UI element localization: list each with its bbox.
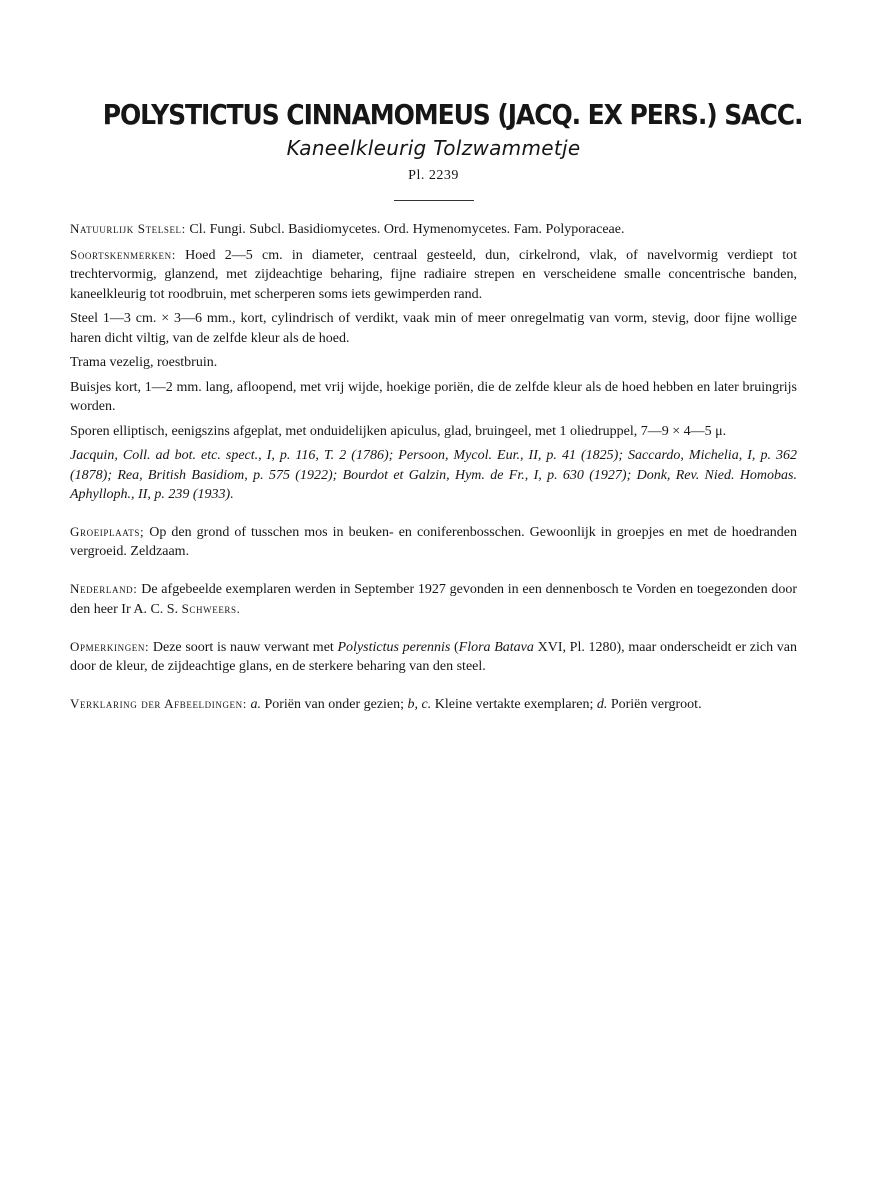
literature-paragraph: Jacquin, Coll. ad bot. etc. spect., I, p. 116, T. 2 (1786); Persoon, Mycol. Eur., II, p. 41 (1825); Saccardo, Michelia, I, p. 362 (1878); Rea, British Basidiom, p. 575 (1922); Bourdot et Galzin, Hym. de Fr., I, p. 630 (1927); Donk, Rev. Nied. Homobas. Aphylloph., II, p. 239 (1933).	[70, 448, 797, 502]
dutch-name: Kaneelkleurig Tolzwammetje	[286, 136, 581, 160]
legend-key-d: d.	[596, 696, 608, 712]
plate-number: Pl. 2239	[408, 168, 459, 183]
figure-legend-paragraph	[70, 694, 797, 715]
netherlands-text: De afgebeelde exemplaren werden in September 1927 gevonden in een dennenbosch te Vorden en toegezonden door den heer Ir A. C. S.	[70, 581, 797, 617]
legend-key-bc: b, c.	[407, 696, 432, 712]
habitat-text: Op den grond of tusschen mos in beuken- en coniferenbosschen. Gewoonlijk in groepjes en met de hoedranden vergroeid. Zeldzaam.	[70, 524, 798, 559]
legend-text-a: Poriën van onder gezien;	[264, 696, 405, 712]
remarks-paragraph	[70, 637, 797, 677]
legend-text-bc: Kleine vertakte exemplaren;	[434, 696, 594, 712]
characteristics-text: Hoed 2—5 cm. in diameter, centraal gesteeld, dun, cirkelrond, vlak, of navelvormig verdiept tot trechtervormig, glanzend, met zijdeachtige beharing, fijne radiaire strepen en verscheidene smalle concentrische banden, kaneelkleurig tot roodbruin, met scherperen soms iets gewimperden rand.	[70, 247, 797, 302]
remarks-label: Opmerkingen:	[70, 638, 150, 654]
characteristics-label: Soortskenmerken:	[70, 246, 176, 262]
habitat-label: Groeiplaats;	[70, 523, 145, 539]
description-body	[70, 219, 797, 714]
remarks-paren: (	[454, 639, 459, 655]
remarks-text-a: Deze soort is nauw verwant met	[152, 639, 334, 655]
flora-reference: Flora Batava	[458, 639, 534, 655]
stem-paragraph: Steel 1—3 cm. × 3—6 mm., kort, cylindrisch of verdikt, vaak min of meer onregelmatig van vorm, stevig, door fijne wollige haren dicht viltig, van de zelfde kleur als de hoed.	[70, 311, 797, 346]
related-species: Polystictus perennis	[337, 639, 451, 655]
trama-paragraph: Trama vezelig, roestbruin.	[70, 355, 218, 370]
tubes-paragraph: Buisjes kort, 1—2 mm. lang, afloopend, met vrij wijde, hoekige poriën, die de zelfde kleur als de hoed hebben en later bruingrijs worden.	[70, 379, 797, 414]
characteristics-paragraph	[70, 245, 797, 305]
legend-text-d: Poriën vergroot.	[610, 696, 702, 712]
habitat-paragraph	[70, 522, 797, 562]
text-block	[70, 96, 803, 714]
figure-legend-label: Verklaring der Afbeeldingen:	[70, 695, 247, 711]
natural-system-text: Cl. Fungi. Subcl. Basidiomycetes. Ord. Hymenomycetes. Fam. Polyporaceae.	[189, 222, 625, 237]
divider-rule	[394, 200, 474, 201]
legend-key-a: a.	[250, 696, 261, 712]
netherlands-label: Nederland:	[70, 580, 138, 596]
remarks-text-c: XVI, Pl. 1280), maar onderscheidt er zich van door de kleur, de zijdeachtige glans, en de sterkere beharing van den steel.	[70, 639, 798, 674]
netherlands-paragraph	[70, 579, 797, 620]
collector-name: Schweers.	[181, 601, 241, 616]
species-title: POLYSTICTUS CINNAMOMEUS (JACQ. EX PERS.) SACC.	[102, 99, 803, 131]
spores-paragraph: Sporen elliptisch, eenigszins afgeplat, met onduidelijken apiculus, glad, bruingeel, met 1 oliedruppel, 7—9 × 4—5 μ.	[70, 423, 727, 439]
natural-system-label: Natuurlijk Stelsel:	[70, 221, 186, 236]
natural-system-paragraph	[70, 219, 797, 240]
